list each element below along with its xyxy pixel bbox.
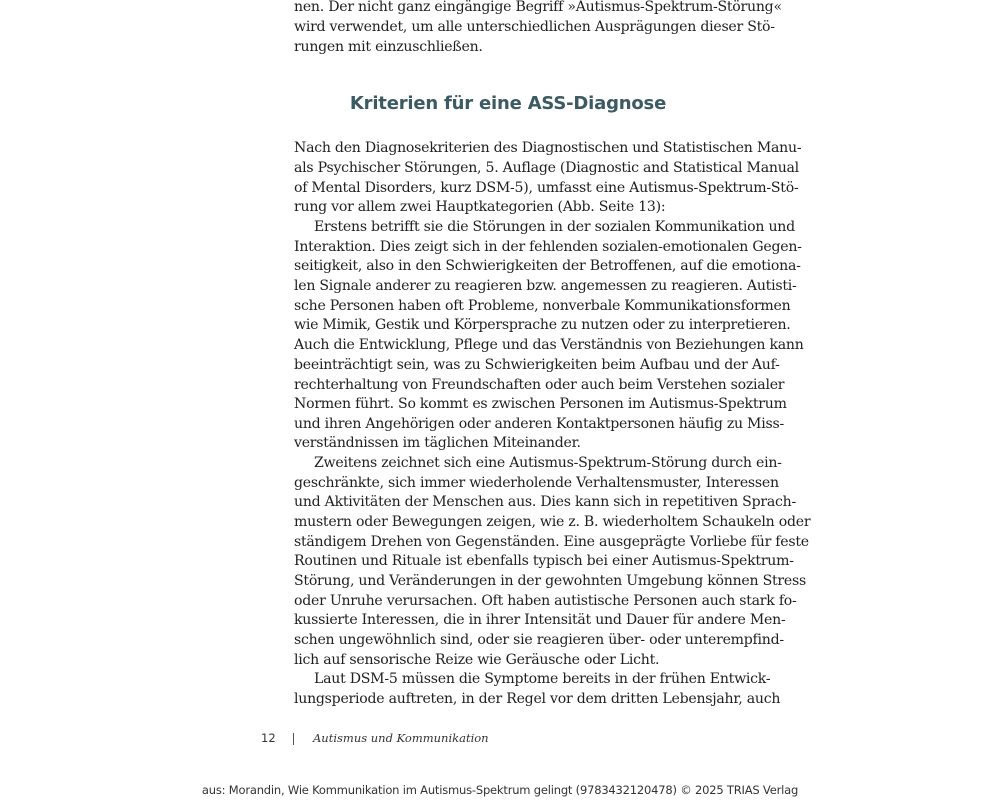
footer-divider [293,733,294,745]
text-line: rung vor allem zwei Hauptkategorien (Abb. Seite 13): [294,199,666,215]
text-line: und Aktivitäten der Menschen aus. Dies kann sich in repetitiven Sprach- [294,494,796,510]
text-line: lungsperiode auftreten, in der Regel vor dem dritten Lebensjahr, auch [294,691,781,707]
text-line: Störung, und Veränderungen in der gewohnten Umgebung können Stress [294,573,806,589]
text-line: len Signale anderer zu reagieren bzw. angemessen zu reagieren. Autisti- [294,278,797,294]
text-line: rechterhaltung von Freundschaften oder auch beim Verstehen sozialer [294,377,785,393]
page-number: 12 [261,731,276,745]
text-line: Laut DSM-5 müssen die Symptome bereits in der frühen Entwick- [314,671,771,687]
text-line: nen. Der nicht ganz eingängige Begriff »Autismus-Spektrum-Störung« [294,0,782,15]
text-line: of Mental Disorders, kurz DSM-5), umfasst eine Autismus-Spektrum-Stö- [294,180,799,196]
section-heading: Kriterien für eine ASS-Diagnose [349,93,667,114]
text-line: wird verwendet, um alle unterschiedlichen Ausprägungen dieser Stö- [294,19,775,35]
text-line: kussierte Interessen, die in ihrer Intensität und Dauer für andere Men- [294,612,786,628]
text-line: Erstens betrifft sie die Störungen in der sozialen Kommunikation und [314,219,795,235]
text-line: Zweitens zeichnet sich eine Autismus-Spektrum-Störung durch ein- [314,455,782,471]
source-citation: aus: Morandin, Wie Kommunikation im Autismus-Spektrum gelingt (9783432120478) © 2025 TRIAS Verlag [201,783,799,797]
text-line: Normen führt. So kommt es zwischen Personen im Autismus-Spektrum [294,396,787,412]
text-line: sche Personen haben oft Probleme, nonverbale Kommunikationsformen [294,298,791,314]
text-line: rungen mit einzuschließen. [294,39,483,55]
text-line: lich auf sensorische Reize wie Geräusche oder Licht. [294,652,660,668]
text-line: schen ungewöhnlich sind, oder sie reagieren über- oder unterempfind- [294,632,784,648]
text-line: geschränkte, sich immer wiederholende Verhaltensmuster, Interessen [294,475,779,491]
text-line: als Psychischer Störungen, 5. Auflage (Diagnostic and Statistical Manual [294,160,799,176]
text-line: oder Unruhe verursachen. Oft haben autistische Personen auch stark fo- [294,593,797,609]
running-title: Autismus und Kommunikation [313,731,489,745]
text-line: Nach den Diagnosekriterien des Diagnostischen und Statistischen Manu- [294,140,802,156]
text-line: und ihren Angehörigen oder anderen Kontaktpersonen häufig zu Miss- [294,416,784,432]
text-line: Routinen und Rituale ist ebenfalls typisch bei einer Autismus-Spektrum- [294,553,794,569]
text-line: Auch die Entwicklung, Pflege und das Verständnis von Beziehungen kann [294,337,804,353]
text-line: mustern oder Bewegungen zeigen, wie z. B. wiederholtem Schaukeln oder [294,514,811,530]
text-line: beeinträchtigt sein, was zu Schwierigkeiten beim Aufbau und der Auf- [294,357,780,373]
text-line: seitigkeit, also in den Schwierigkeiten der Betroffenen, auf die emotiona- [294,258,801,274]
text-line: ständigem Drehen von Gegenständen. Eine ausgeprägte Vorliebe für feste [294,534,809,550]
text-line: verständnissen im täglichen Miteinander. [294,435,581,451]
text-line: Interaktion. Dies zeigt sich in der fehlenden sozialen-emotionalen Gegen- [294,239,802,255]
text-line: wie Mimik, Gestik und Körpersprache zu nutzen oder zu interpretieren. [294,317,791,333]
